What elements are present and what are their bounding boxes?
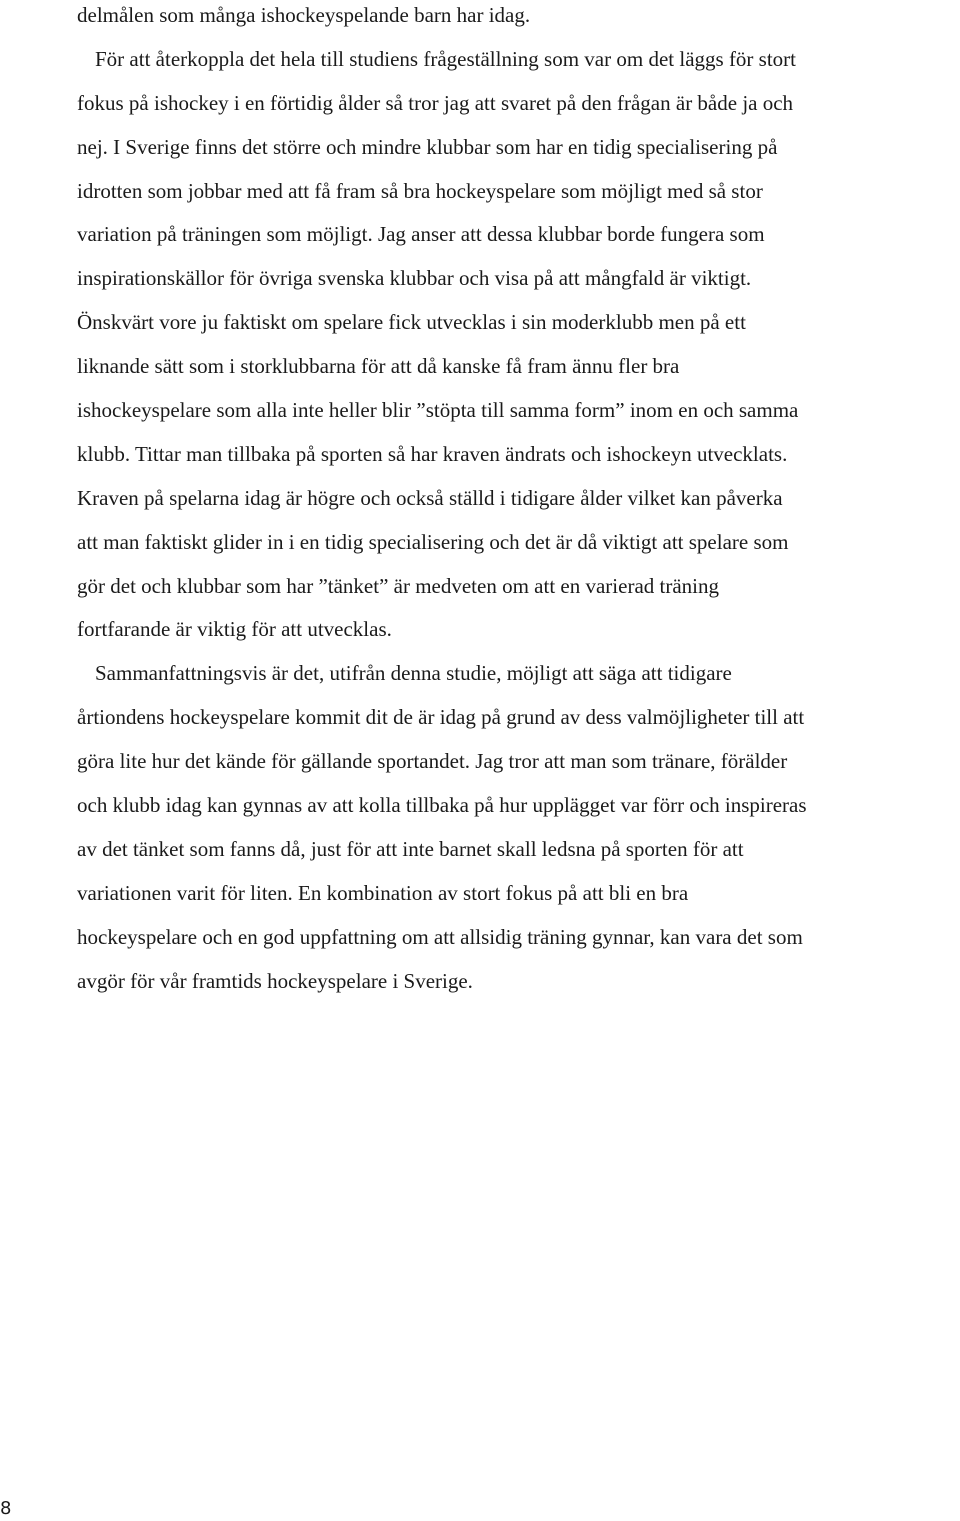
text-line: ishockeyspelare som alla inte heller blir ”stöpta till samma form” inom en och samma [77,398,799,423]
text-line: Kraven på spelarna idag är högre och också ställd i tidigare ålder vilket kan påverka [77,485,783,510]
text-line: att man faktiskt glider in i en tidig specialisering och det är då viktigt att spelare som [77,529,789,554]
text-line: nej. I Sverige finns det större och mindre klubbar som har en tidig specialisering på [77,134,778,159]
text-line: göra lite hur det kände för gällande sportandet. Jag tror att man som tränare, förälder [77,749,788,774]
body-text [77,0,957,1003]
page-number: 8 [0,1498,12,1519]
text-line: För att återkoppla det hela till studiens frågeställning som var om det läggs för stort [95,46,797,71]
text-line: årtiondens hockeyspelare kommit dit de är idag på grund av dess valmöjligheter till att [77,705,805,730]
text-line: Önskvärt vore ju faktiskt om spelare fick utvecklas i sin moderklubb men på ett [77,310,746,335]
text-line: delmålen som många ishockeyspelande barn har idag. [77,3,531,27]
text-line: liknande sätt som i storklubbarna för att då kanske få fram ännu fler bra [77,354,680,379]
text-line: gör det och klubbar som har ”tänket” är medveten om att en varierad träning [77,573,719,598]
text-line: klubb. Tittar man tillbaka på sporten så har kraven ändrats och ishockeyn utvecklats. [77,441,788,466]
text-line: idrotten som jobbar med att få fram så bra hockeyspelare som möjligt med så stor [77,178,763,203]
text-line: inspirationskällor för övriga svenska klubbar och visa på att mångfald är viktigt. [77,266,752,291]
text-line: av det tänket som fanns då, just för att inte barnet skall ledsna på sporten för att [77,836,744,861]
text-line: variation på träningen som möjligt. Jag anser att dessa klubbar borde fungera som [77,222,765,247]
text-line: avgör för vår framtids hockeyspelare i Sverige. [77,968,473,993]
text-line: och klubb idag kan gynnas av att kolla tillbaka på hur upplägget var förr och inspireras [77,793,807,818]
text-line: hockeyspelare och en god uppfattning om att allsidig träning gynnar, kan vara det som [77,924,803,949]
text-line: fortfarande är viktig för att utvecklas. [77,617,392,642]
text-line: fokus på ishockey i en förtidig ålder så tror jag att svaret på den frågan är både ja och [77,90,794,115]
text-line: Sammanfattningsvis är det, utifrån denna studie, möjligt att säga att tidigare [95,661,732,686]
text-line: variationen varit för liten. En kombination av stort fokus på att bli en bra [77,880,689,905]
